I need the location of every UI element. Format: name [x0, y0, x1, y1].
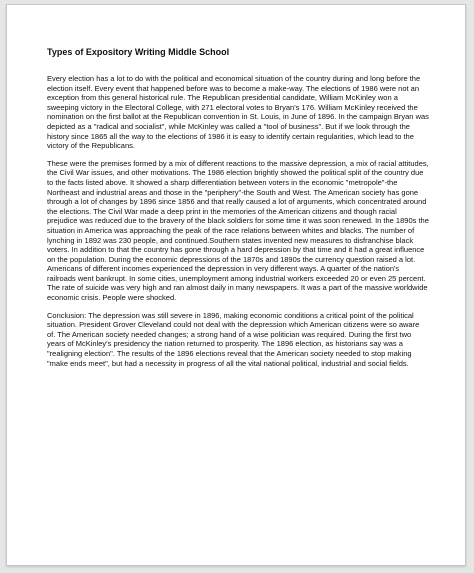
paragraph-intro: Every election has a lot to do with the political and economical situation of the country during and long before the election itself. Every event that happened before was to become a make-way. The elections of 1986 were not an exception from this general historical rule. The Republican presidential candidate, William McKinley won a sweeping victory in the Electoral College, with 271 electoral votes to Bryan's 176. William McKinley received the nomination on the first ballot at the Republican convention in St. Louis, in June of 1896. In the campaign Bryan was depicted as a "radical and socialist", while McKinley was called a "tool of business". But if we look through the history since 1865 all the way to the elections of 1986 it is easy to identify certain regularities, which lead to the victory of the Republicans. — [47, 74, 429, 151]
document-page — [6, 4, 466, 566]
paragraph-body: These were the premises formed by a mix of different reactions to the massive depression, a mix of racial attitudes, the Civil War issues, and other motivations. The 1986 election brightly showed the political split of the country due to the facts listed above. It showed a sharp differentiation between voters in the economic "metropole"-the Northeast and industrial areas and those in the "periphery"-the South and West. The American society has gone through a lot of changes by 1896 since 1856 and that really caused a lot of arguments, which concentrated around the elections. The Civil War made a deep print in the memories of the American citizens and though racial prejudice was reduced due to the bravery of the black soldiers for some time it was soon renewed. In the 1890s the situation in America was approaching the peak of the race relations between whites and blacks. The number of lynching in 1892 was 230 people, and continued.Southern states invented new measures to disfranchise black voters. In addition to that the country has gone through a hard depression by that time and it had a great influence on the population. During the economic depressions of the 1870s and 1890s the currency question raised a lot. Americans of different incomes experienced the depression in very different ways. A quarter of the nation's railroads went bankrupt. In some cities, unemployment among industrial workers exceeded 20 or even 25 percent. The rate of suicide was very high and ran almost daily in many newspapers. It was a part of the massive worldwide economic crisis. People were shocked. — [47, 158, 429, 303]
paragraph-conclusion: Conclusion: The depression was still severe in 1896, making economic conditions a critical point of the political situation. President Grover Cleveland could not deal with the depression which American citizens were so aware of. The American society needed changes; a strong hand of a wise politician was required. During the first two years of McKinley's presidency the nation returned to prosperity. The 1896 election, as historians say was a "realigning election". The results of the 1896 elections reveal that the American society needed to stop making "make ends meet", but had a necessity in progress of all the vital national political, industrial and social fields. — [47, 310, 420, 368]
document-content — [47, 47, 429, 376]
document-title: Types of Expository Writing Middle School — [47, 47, 230, 57]
